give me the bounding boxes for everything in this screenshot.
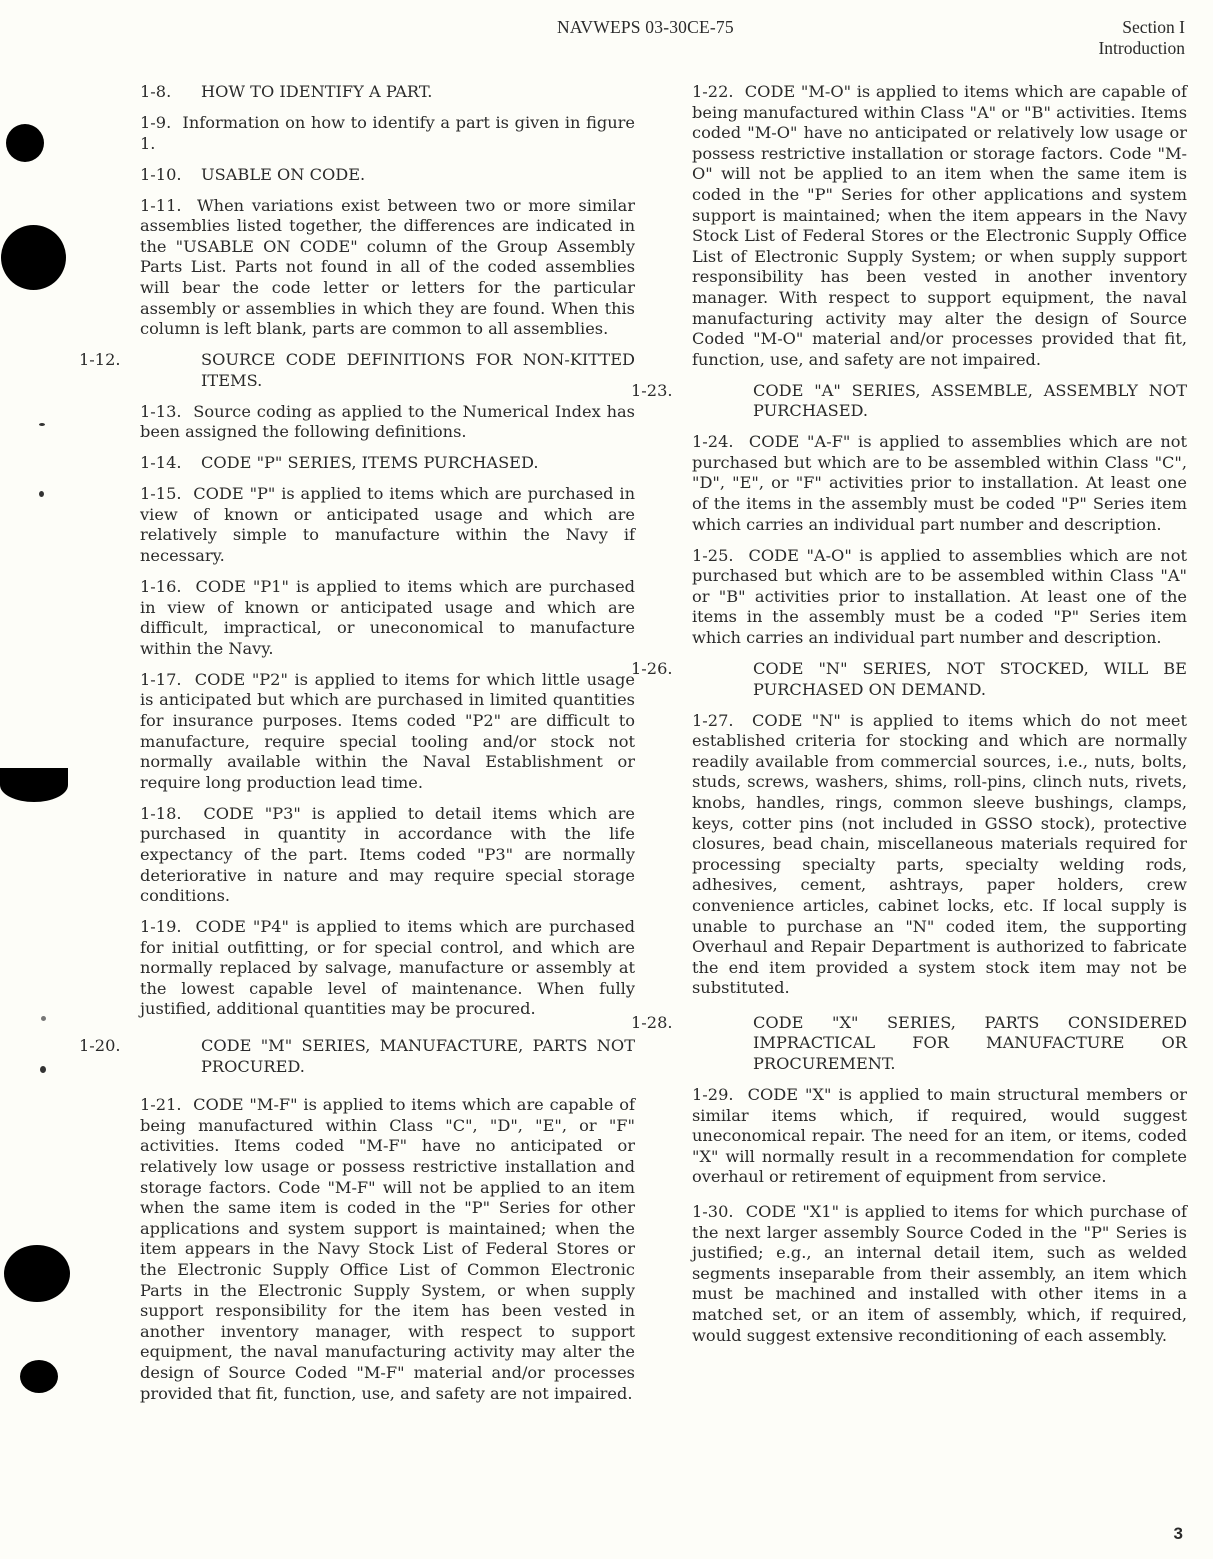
paragraph-1-27: 1-27. CODE "N" is applied to items which do not meet established criteria for stocking and which are normally readily available from commercial sources, i.e., nuts, bolts, studs, screws, washers, shims, roll-pins, clinch nuts, rivets, knobs, handles, rings, common sleeve bushings, clamps, keys, cotter pins (not included in GSSO stock), protective closures, bead chain, miscellaneous materials required for processing specialty parts, specialty welding rods, adhesives, cement, ashtrays, paper holders, crew convenience articles, cabinet locks, etc. If local supply is unable to purchase an "N" coded item, the supporting Overhaul and Repair Department is authorized to fabricate the end item provided a system stock item may not be substituted. xyxy=(692,710,1187,998)
heading-1-23: 1-23. CODE "A" SERIES, ASSEMBLE, ASSEMBLY NOT PURCHASED. xyxy=(631,380,1187,421)
binder-hole-2 xyxy=(1,225,66,290)
heading-1-14: 1-14. CODE "P" SERIES, ITEMS PURCHASED. xyxy=(140,453,539,473)
heading-1-12: 1-12. SOURCE CODE DEFINITIONS FOR NON-KITTED ITEMS. xyxy=(79,350,635,390)
document-number: NAVWEPS 03-30CE-75 xyxy=(557,17,734,37)
section-title: Introduction xyxy=(1098,38,1185,58)
paragraph-1-11: 1-11. When variations exist between two or more similar assemblies listed together, the differences are indicated in the "USABLE ON CODE" column of the Group Assembly Parts List. Parts not found in all of the coded assemblies will bear the code letter or letters for the particular assembly or assemblies in which they are found. When this column is left blank, parts are common to all assemblies. xyxy=(140,195,635,339)
paragraph-1-18: 1-18. CODE "P3" is applied to detail items which are purchased in quantity in accordance with the life expectancy of the part. Items coded "P3" are normally deteriorative in nature and may require special storage conditions. xyxy=(140,803,635,906)
paragraph-1-25: 1-25. CODE "A-O" is applied to assemblies which are not purchased but which are to be assembled within Class "A" or "B" activities prior to installation. At least one of the items in the assembly must be a coded "P" Series item which carries an individual part number and description. xyxy=(692,545,1187,648)
page-number: 3 xyxy=(1173,1524,1183,1543)
scan-speck xyxy=(40,1066,46,1073)
paragraph-1-17: 1-17. CODE "P2" is applied to items for which little usage is anticipated but which are purchased in limited quantities for insurance purposes. Items coded "P2" are difficult to manufacture, require special tooling and/or stock not normally available within the Naval Establishment or require long production lead time. xyxy=(140,669,635,792)
binder-hole-1 xyxy=(6,124,44,162)
paragraph-1-19: 1-19. CODE "P4" is applied to items which are purchased for initial outfitting, or for special control, and which are normally replaced by salvage, manufacture or assembly at the lowest capable level of maintenance. When fully justified, additional quantities may be procured. xyxy=(140,917,636,1019)
heading-1-20: 1-20. CODE "M" SERIES, MANUFACTURE, PARTS NOT PROCURED. xyxy=(79,1036,635,1076)
heading-1-8: 1-8. HOW TO IDENTIFY A PART. xyxy=(140,82,433,101)
paragraph-1-24: 1-24. CODE "A-F" is applied to assemblies which are not purchased but which are to be assembled within Class "C", "D", "E", or "F" activities prior to installation. At least one of the items in the assembly must be coded "P" Series item which carries an individual part number and description. xyxy=(692,432,1187,534)
heading-1-28: 1-28. CODE "X" SERIES, PARTS CONSIDERED IMPRACTICAL FOR MANUFACTURE OR PROCUREMENT. xyxy=(631,1012,1187,1074)
paragraph-1-29: 1-29. CODE "X" is applied to main structural members or similar items which, if required, would suggest uneconomical repair. The need for an item, or items, coded "X" will normally result in a recommendation for complete overhaul or retirement of equipment from service. xyxy=(692,1085,1187,1187)
heading-1-26: 1-26. CODE "N" SERIES, NOT STOCKED, WILL BE PURCHASED ON DEMAND. xyxy=(631,659,1187,699)
paragraph-1-22: 1-22. CODE "M-O" is applied to items which are capable of being manufactured within Class "A" or "B" activities. Items coded "M-O" have no anticipated or relatively low usage or possess restrictive installation or storage factors. Code "M-O" will not be applied to an item when the same item is coded in the "P" Series for other applications and system support is maintained; when the item appears in the Navy Stock List of Federal Stores or the Electronic Supply Office List of Electronic Supply System; or when supply support responsibility has been vested in another inventory manager. With respect to support equipment, the naval manufacturing activity may alter the design of Source Coded "M-O" material and/or processes provided that fit, function, use, and safety are not impaired. xyxy=(692,82,1187,369)
paragraph-1-9: 1-9. Information on how to identify a part is given in figure 1. xyxy=(140,112,635,153)
heading-1-10: 1-10. USABLE ON CODE. xyxy=(140,164,366,184)
paragraph-1-16: 1-16. CODE "P1" is applied to items which are purchased in view of known or anticipated usage and which are difficult, impractical, or uneconomical to manufacture within the Navy. xyxy=(140,577,636,658)
section-label xyxy=(1098,17,1185,59)
binder-hole-4 xyxy=(4,1245,70,1302)
scan-speck xyxy=(39,491,44,497)
scan-speck xyxy=(39,423,45,426)
paragraph-1-13: 1-13. Source coding as applied to the Numerical Index has been assigned the following definitions. xyxy=(140,401,635,442)
scan-speck xyxy=(41,1016,46,1021)
binder-hole-3 xyxy=(0,768,68,802)
section-number: Section I xyxy=(1122,17,1185,37)
right-column xyxy=(631,82,1187,1357)
paragraph-1-15: 1-15. CODE "P" is applied to items which are purchased in view of known or anticipated usage and which are relatively simple to manufacture within the Navy if necessary. xyxy=(140,484,636,566)
binder-hole-5 xyxy=(20,1360,58,1393)
paragraph-1-30: 1-30. CODE "X1" is applied to items for which purchase of the next larger assembly Source Coded in the "P" Series is justified; e.g., an internal detail item, such as welded segments inseparable from their assembly, an item which must be machined and installed with other items in a matched set, or an item of assembly, which, if required, would suggest extensive reconditioning of each assembly. xyxy=(692,1202,1187,1345)
paragraph-1-21: 1-21. CODE "M-F" is applied to items which are capable of being manufactured within Class "C", "D", "E", or "F" activities. Items coded "M-F" have no anticipated or relatively low usage or possess restrictive installation and storage factors. Code "M-F" will not be applied to an item when the same item is coded in the "P" Series for other applications and system support is maintained; when the item appears in the Navy Stock List of Federal Stores or the Electronic Supply Office List of Common Electronic Parts in the Electronic Supply System, or when supply support responsibility for the item has been vested in another inventory manager, with respect to support equipment, the naval manufacturing activity may alter the design of Source Coded "M-F" material and/or processes provided that fit, function, use, and safety are not impaired. xyxy=(140,1095,635,1403)
left-column xyxy=(79,82,636,1415)
